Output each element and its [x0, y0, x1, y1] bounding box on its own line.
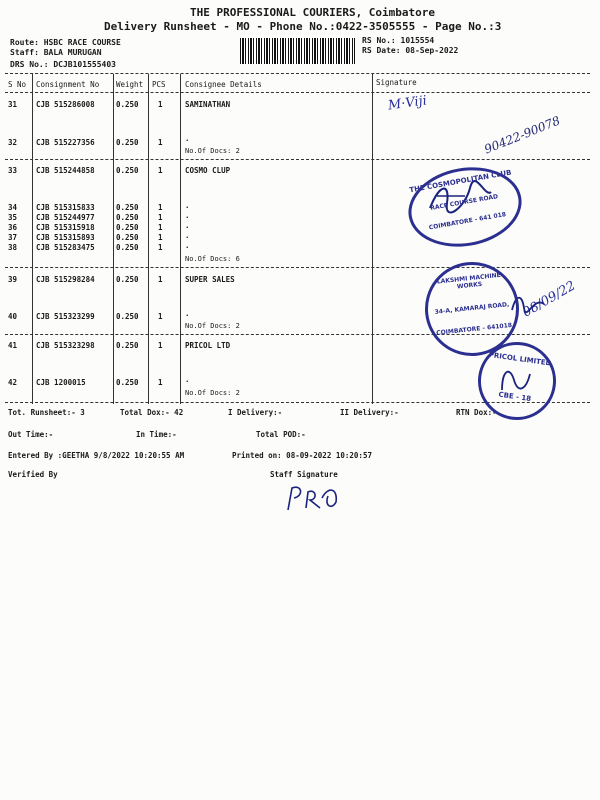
group-rule [5, 159, 590, 160]
col-consignment: Consignment No [36, 80, 100, 89]
no-of-docs: No.Of Docs: 6 [185, 255, 240, 263]
rs-number: RS No.: 1015554 [362, 36, 435, 45]
handwritten-phone: 90422-90078 [482, 113, 563, 157]
staff-signature-label: Staff Signature [270, 470, 338, 479]
table-top-rule [5, 73, 590, 74]
drs-number: DRS No.: DCJB101555403 [10, 60, 116, 69]
runsheet-subtitle: Delivery Runsheet - MO - Phone No.:0422-3505555 - Page No.:3 [104, 20, 502, 33]
col-separator [372, 74, 373, 404]
handwritten-signature: M·Viji [387, 93, 428, 114]
col-consignee: Consignee Details [185, 80, 262, 89]
rs-date: RS Date: 08-Sep-2022 [362, 46, 459, 55]
company-seal-stamp: LAKSHMI MACHINE WORKS 34-A, KAMARAJ ROAD, COIMBATORE - 641018 [420, 257, 523, 360]
no-of-docs: No.Of Docs: 2 [185, 147, 240, 155]
verified-by: Verified By [8, 470, 58, 479]
staff-signature-scribble [282, 478, 352, 518]
company-name: THE PROFESSIONAL COURIERS, Coimbatore [190, 6, 436, 19]
no-of-docs: No.Of Docs: 2 [185, 322, 240, 330]
col-separator [180, 74, 181, 404]
route-label: Route: HSBC RACE COURSE [10, 38, 121, 47]
in-time: In Time:- [136, 430, 177, 439]
handwritten-date: 08/09/22 [520, 278, 579, 321]
col-sno: S No [8, 80, 27, 89]
total-dox: Total Dox:- 42 [120, 408, 184, 417]
club-seal-stamp: THE COSMOPOLITAN CLUB RACE COURSE ROAD COIMBATORE - 641 018 [402, 159, 528, 256]
col-separator [32, 74, 33, 404]
col-weight: Weight [116, 80, 144, 89]
out-time: Out Time:- [8, 430, 54, 439]
entered-by: Entered By :GEETHA 9/8/2022 10:20:55 AM [8, 451, 185, 460]
staff-label: Staff: BALA MURUGAN [10, 48, 102, 57]
i-delivery: I Delivery:- [228, 408, 283, 417]
col-separator [148, 74, 149, 404]
no-of-docs: No.Of Docs: 2 [185, 389, 240, 397]
col-separator [113, 74, 114, 404]
pricol-seal-stamp: PRICOL LIMITED CBE - 18 [473, 337, 561, 425]
tot-runsheet: Tot. Runsheet:- 3 [8, 408, 85, 417]
rtn-dox: RTN Dox:- [456, 408, 497, 417]
header-bottom-rule [5, 92, 590, 93]
col-signature: Signature [376, 78, 417, 87]
group-rule [5, 267, 590, 268]
col-pcs: PCS [152, 80, 166, 89]
total-pod: Total POD:- [256, 430, 306, 439]
barcode [240, 38, 355, 64]
ii-delivery: II Delivery:- [340, 408, 399, 417]
printed-on: Printed on: 08-09-2022 10:20:57 [232, 451, 372, 460]
